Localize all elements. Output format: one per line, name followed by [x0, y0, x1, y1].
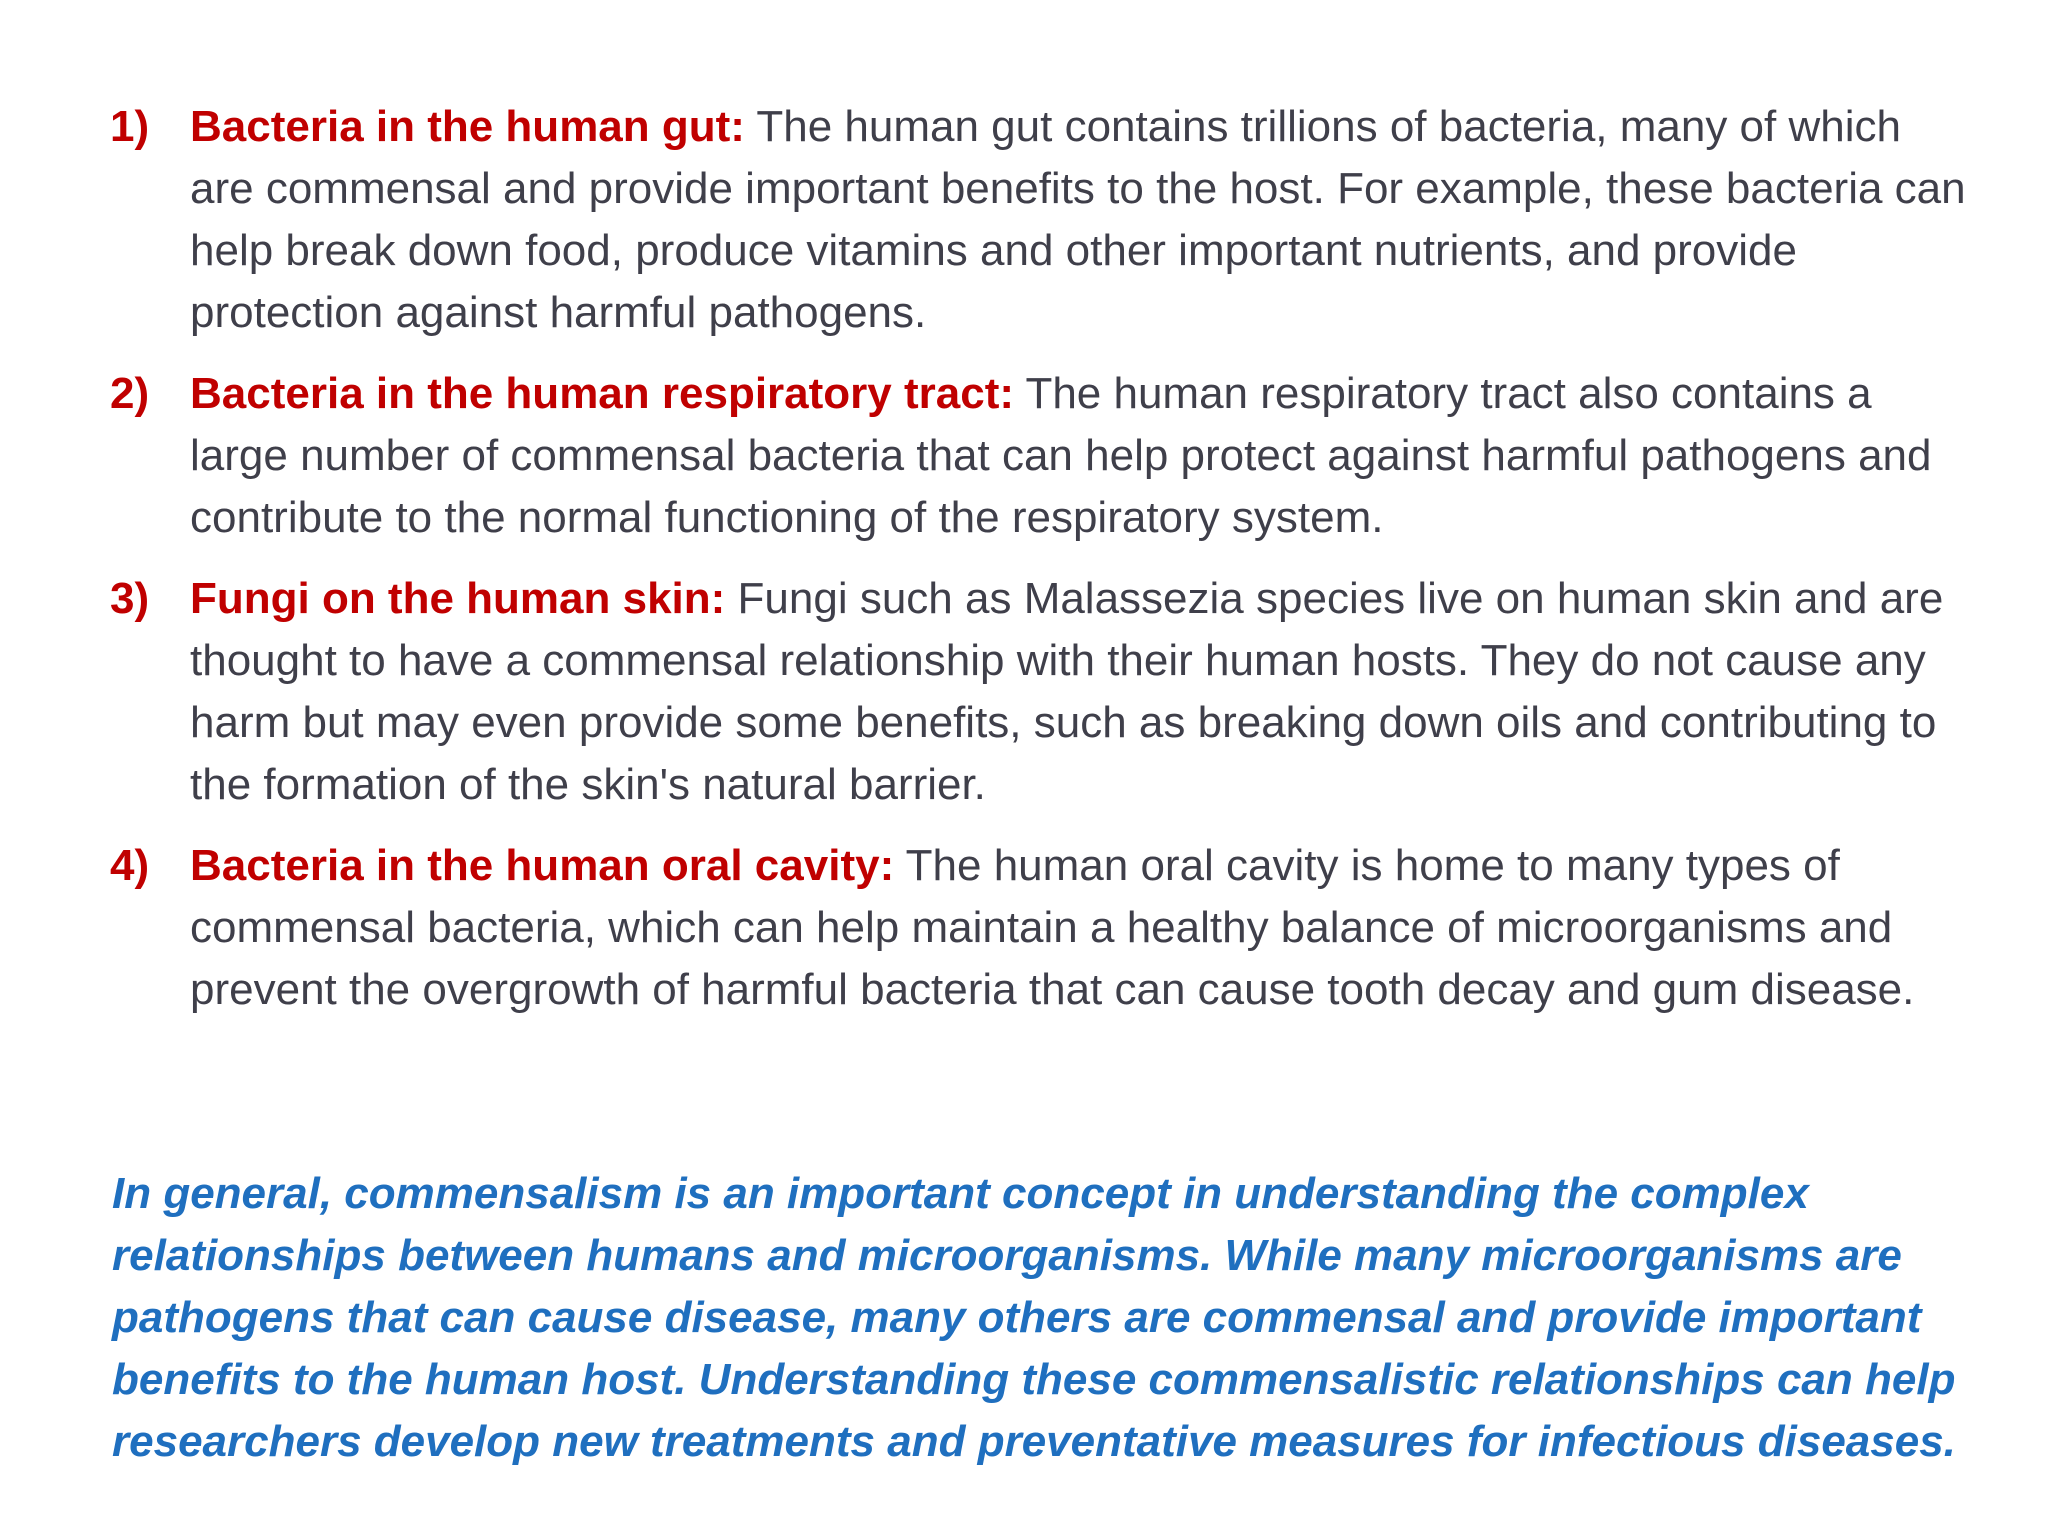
- example-list: [110, 96, 1970, 1040]
- list-item: [110, 363, 1970, 549]
- summary-paragraph: In general, commensalism is an important concept in understanding the complex relationships between humans and microorganisms. While many microorganisms are pathogens that can cause disease, many others are commensal and provide important benefits to the human host. Understanding these commensalistic relationships can help researchers develop new treatments and preventative measures for infectious diseases.: [112, 1169, 1956, 1466]
- item-number: 3): [110, 574, 150, 623]
- item-term: Fungi on the human skin:: [190, 574, 726, 623]
- item-term: Bacteria in the human oral cavity:: [190, 841, 895, 890]
- item-description: The human oral cavity is home to many types of commensal bacteria, which can help maintain a healthy balance of microorganisms and prevent the overgrowth of harmful bacteria that can cause tooth decay and gum disease.: [190, 841, 1915, 1014]
- item-description: Fungi such as Malassezia species live on human skin and are thought to have a commensal relationship with their human hosts. They do not cause any harm but may even provide some benefits, such as breaking down oils and contributing to the formation of the skin's natural barrier.: [190, 574, 1944, 809]
- item-number: 4): [110, 841, 150, 890]
- item-description: The human gut contains trillions of bacteria, many of which are commensal and provide important benefits to the host. For example, these bacteria can help break down food, produce vitamins and other important nutrients, and provide protection against harmful pathogens.: [190, 102, 1966, 337]
- item-description: The human respiratory tract also contains a large number of commensal bacteria that can help protect against harmful pathogens and contribute to the normal functioning of the respiratory system.: [190, 369, 1932, 542]
- list-item: [110, 568, 1970, 816]
- item-term: Bacteria in the human respiratory tract:: [190, 369, 1015, 418]
- list-item: [110, 835, 1970, 1021]
- item-separator: :: [730, 102, 745, 151]
- list-item: [110, 96, 1970, 344]
- item-term: Bacteria in the human gut: [190, 102, 731, 151]
- item-number: 1): [110, 102, 150, 151]
- item-number: 2): [110, 369, 150, 418]
